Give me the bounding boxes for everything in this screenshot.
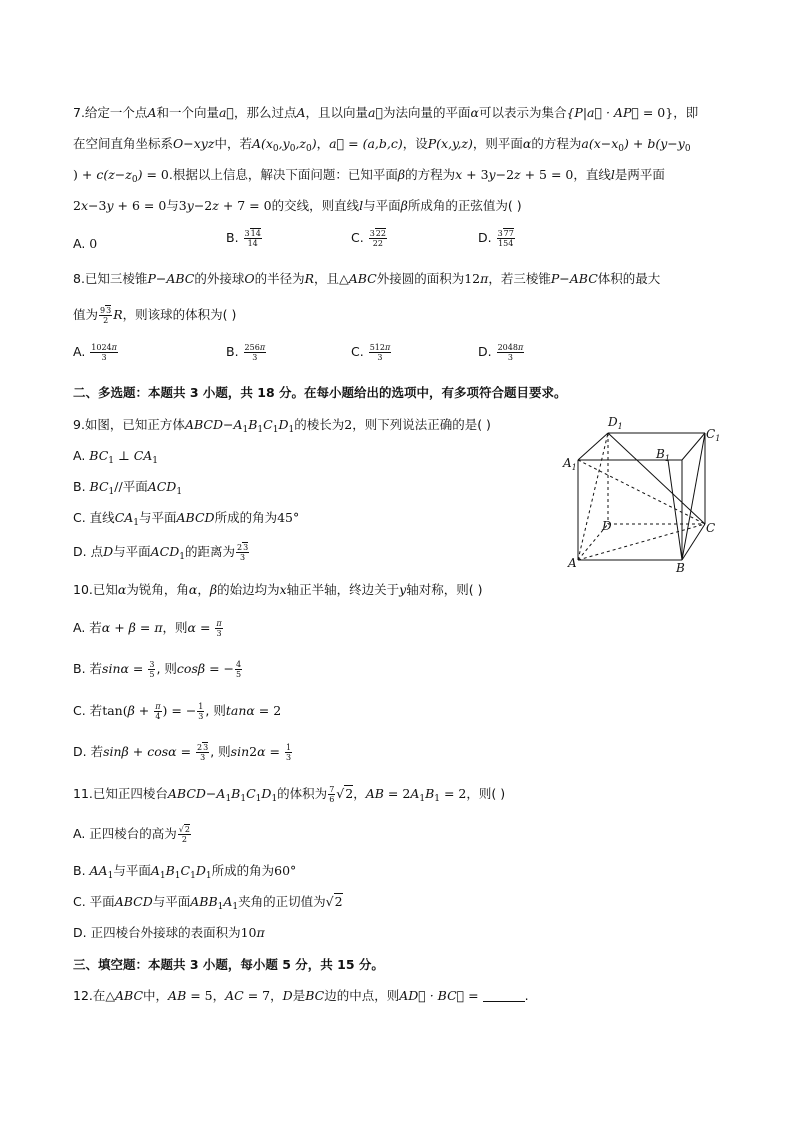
q8-line1: 8.已知三棱锥P−ABC的外接球O的半径为R，且△ABC外接圆的面积为12π，若三棱锥P−ABC体积的最大 (73, 271, 661, 286)
section-3-heading: 三、填空题：本题共 3 小题，每小题 5 分，共 15 分。 (73, 957, 384, 972)
section-2-heading: 二、多选题：本题共 3 小题，共 18 分。在每小题给出的选项中，有多项符合题目要求。 (73, 385, 567, 400)
cube-figure (560, 410, 730, 580)
label-d1: $D_1$ (608, 415, 623, 431)
q8-line2: 值为 $\frac{93}{2}$ R，则该球的体积为( ) (73, 306, 237, 325)
q10-option-a[interactable]: A. 若α + β = π，则α = $\frac{\pi}{3}$ (73, 619, 222, 638)
q10-line1: 10.已知α为锐角，角α，β的始边均为x轴正半轴，终边关于y轴对称，则( ) (73, 582, 483, 597)
answer-blank[interactable] (483, 989, 525, 1002)
q9-line1: 9.如图，已知正方体$ABCD-A_1B_1C_1D_1$的棱长为2，则下列说法正确的是( ) (73, 417, 491, 435)
q9-option-a[interactable]: A. $BC_1$ ⊥ $CA_1$ (73, 448, 159, 466)
q11-option-c[interactable]: C. 平面ABCD与平面$ABB_1A_1$夹角的正切值为√2 (73, 894, 343, 912)
label-c: C (706, 521, 716, 535)
q8-option-b[interactable]: B. $\frac{256\pi}{3}$ (226, 343, 266, 362)
q10-option-d[interactable]: D. 若sinβ + cosα = $\frac{23}{3}$ , 则sin2α = $\frac{1}{3}$ (73, 743, 292, 762)
q9-option-d[interactable]: D. 点D与平面$ACD_1$的距离为 $\frac{23}{3}$ (73, 543, 249, 562)
q7-line4: 2x−3y + 6 = 0与3y−2z + 7 = 0的交线，则直线l与平面β所成角的正弦值为( ) (73, 198, 522, 213)
q9-option-c[interactable]: C. 直线$CA_1$与平面ABCD所成的角为45° (73, 510, 300, 528)
q11-option-b[interactable]: B. $AA_1$与平面$A_1B_1C_1D_1$所成的角为60° (73, 863, 297, 881)
q10-option-b[interactable]: B. 若sinα = $\frac{3}{5}$ , 则cosβ = − $\frac{4}{5}$ (73, 660, 242, 679)
label-a: A (568, 556, 577, 570)
label-b: B (676, 561, 685, 575)
q7-option-a[interactable]: A. 0 (73, 236, 98, 251)
q12-line1: 12.在△ABC中，AB = 5，AC = 7，D是BC边的中点，则AD⃗ · BC⃗ = . (73, 988, 529, 1003)
label-b1: $B_1$ (656, 447, 670, 463)
q7-line2: 在空间直角坐标系O−xyz中，若$A(x_0,y_0,z_0)$，a⃗ = (a,b,c)，设P(x,y,z)，则平面α的方程为$a(x-x_0) + b(y-y_0$ (73, 136, 691, 154)
q7-line1: 7.给定一个点A和一个向量a⃗，那么过点A，且以向量a⃗为法向量的平面α可以表示为集合{P|a⃗ · AP⃗ = 0}，即 (73, 105, 699, 120)
q11-line1: 11.已知正四棱台$ABCD-A_1B_1C_1D_1$的体积为 $\frac{7}{6}$ √2，AB = $2A_1B_1 = 2$，则( ) (73, 785, 506, 804)
q8-option-a[interactable]: A. $\frac{1024\pi}{3}$ (73, 343, 117, 362)
q10-option-c[interactable]: C. 若tan(β + $\frac{\pi}{4}$ ) = − $\frac{1}{3}$ , 则tanα = 2 (73, 702, 282, 721)
q7-line3: ) + $c(z-z_0) = 0$.根据以上信息，解决下面问题：已知平面β的方程为x + 3y−2z + 5 = 0，直线l是两平面 (73, 167, 665, 185)
q11-option-a[interactable]: A. 正四棱台的高为 $\frac{√2}{2}$ (73, 825, 190, 844)
q8-option-c[interactable]: C. $\frac{512\pi}{3}$ (351, 343, 391, 362)
q11-option-d[interactable]: D. 正四棱台外接球的表面积为10π (73, 925, 265, 940)
q7-option-c[interactable]: C. $\frac{322}{22}$ (351, 229, 386, 248)
label-c1: $C_1$ (706, 427, 721, 443)
label-a1: $A_1$ (563, 456, 577, 472)
q9-option-b[interactable]: B. $BC_1//$平面$ACD_1$ (73, 479, 183, 497)
q8-option-d[interactable]: D. $\frac{2048\pi}{3}$ (478, 343, 524, 362)
q7-option-d[interactable]: D. $\frac{377}{154}$ (478, 229, 514, 248)
q7-option-b[interactable]: B. $\frac{314}{14}$ (226, 229, 261, 248)
label-d: D (602, 519, 612, 533)
